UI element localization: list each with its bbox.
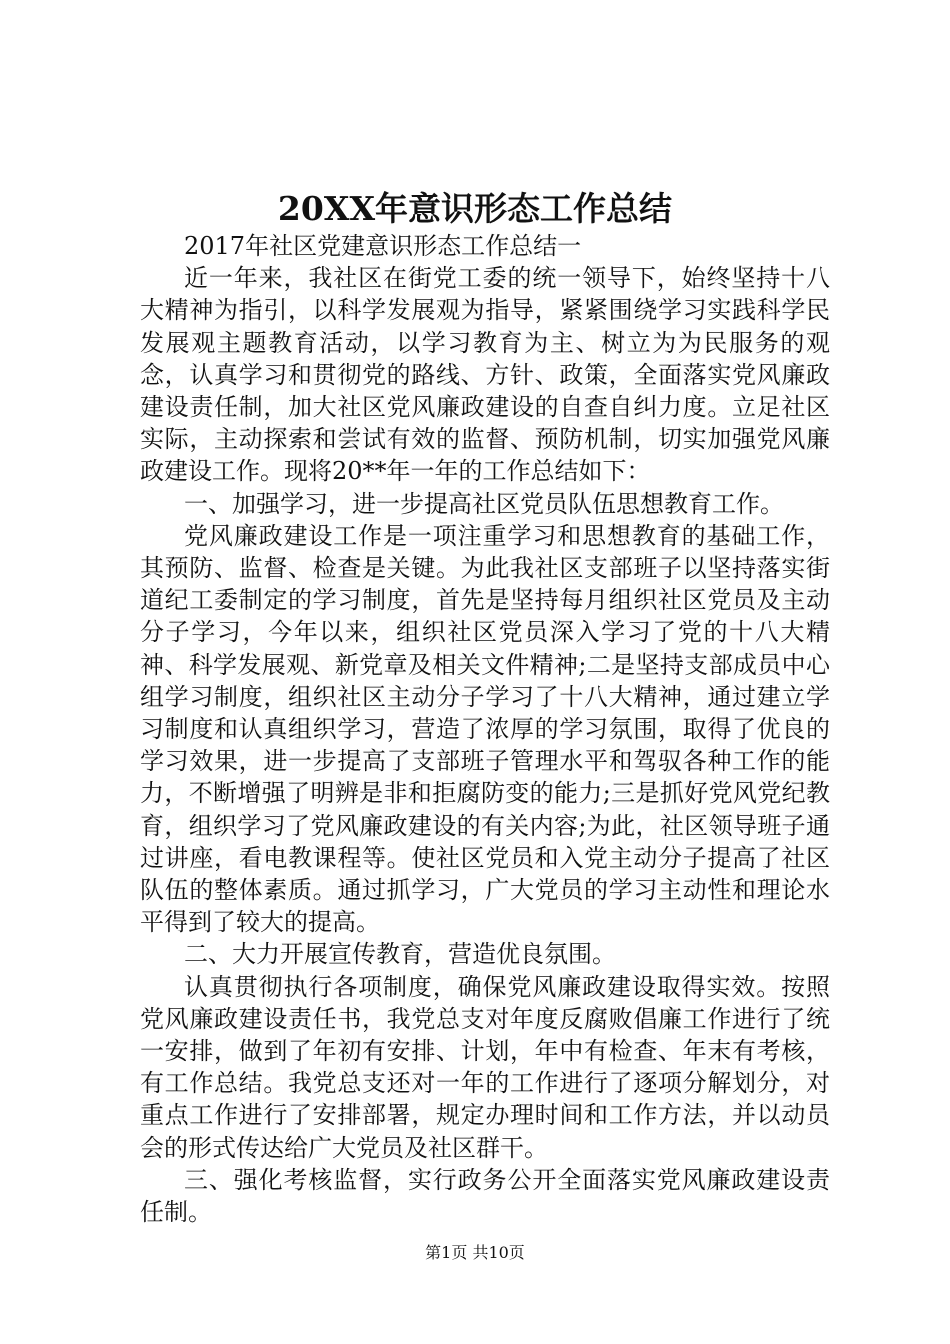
section-heading-2: 二、大力开展宣传教育，营造优良氛围。 — [184, 940, 616, 969]
section-heading-1: 一、加强学习，进一步提高社区党员队伍思想教育工作。 — [184, 489, 784, 518]
section-heading-3: 三、强化考核监督，实行政务公开全面落实党风廉政建设责任制。 — [140, 1165, 830, 1227]
document-title: 20XX年意识形态工作总结 — [277, 189, 673, 228]
paragraph-section-1: 党风廉政建设工作是一项注重学习和思想教育的基础工作，其预防、监督、检查是关键。为此我社区支部班子以坚持落实街道纪工委制定的学习制度，首先是坚持每月组织社区党员及主动分子学习，今年以来，组织社区党员深入学习了党的十八大精神、科学发展观、新党章及相关文件精神;二是坚持支部成员中心组学习制度，组织社区主动分子学习了十八大精神，通过建立学习制度和认真组织学习，营造了浓厚的学习氛围，取得了优良的学习效果，进一步提高了支部班子管理水平和驾驭各种工作的能力，不断增强了明辨是非和拒腐防变的能力;三是抓好党风党纪教育，组织学习了党风廉政建设的有关内容;为此，社区领导班子通过讲座，看电教课程等。使社区党员和入党主动分子提高了社区队伍的整体素质。通过抓学习，广大党员的学习主动性和理论水平得到了较大的提高。 — [140, 521, 830, 937]
paragraph-intro: 近一年来，我社区在街党工委的统一领导下，始终坚持十八大精神为指引，以科学发展观为指导，紧紧围绕学习实践科学民发展观主题教育活动，以学习教育为主、树立为为民服务的观念，认真学习和贯彻党的路线、方针、政策，全面落实党风廉政建设责任制，加大社区党风廉政建设的自查自纠力度。立足社区实际，主动探索和尝试有效的监督、预防机制，切实加强党风廉政建设工作。现将20**年一年的工作总结如下： — [140, 264, 830, 486]
document-body — [140, 230, 830, 1228]
paragraph-section-2: 认真贯彻执行各项制度，确保党风廉政建设取得实效。按照党风廉政建设责任书，我党总支对年度反腐败倡廉工作进行了统一安排，做到了年初有安排、计划，年中有检查、年末有考核，有工作总结。我党总支还对一年的工作进行了逐项分解划分，对重点工作进行了安排部署，规定办理时间和工作方法，并以动员会的形式传达给广大党员及社区群干。 — [140, 972, 830, 1162]
paragraph-subtitle: 2017年社区党建意识形态工作总结一 — [184, 232, 582, 260]
page-number-footer: 第1页 共10页 — [425, 1243, 525, 1262]
